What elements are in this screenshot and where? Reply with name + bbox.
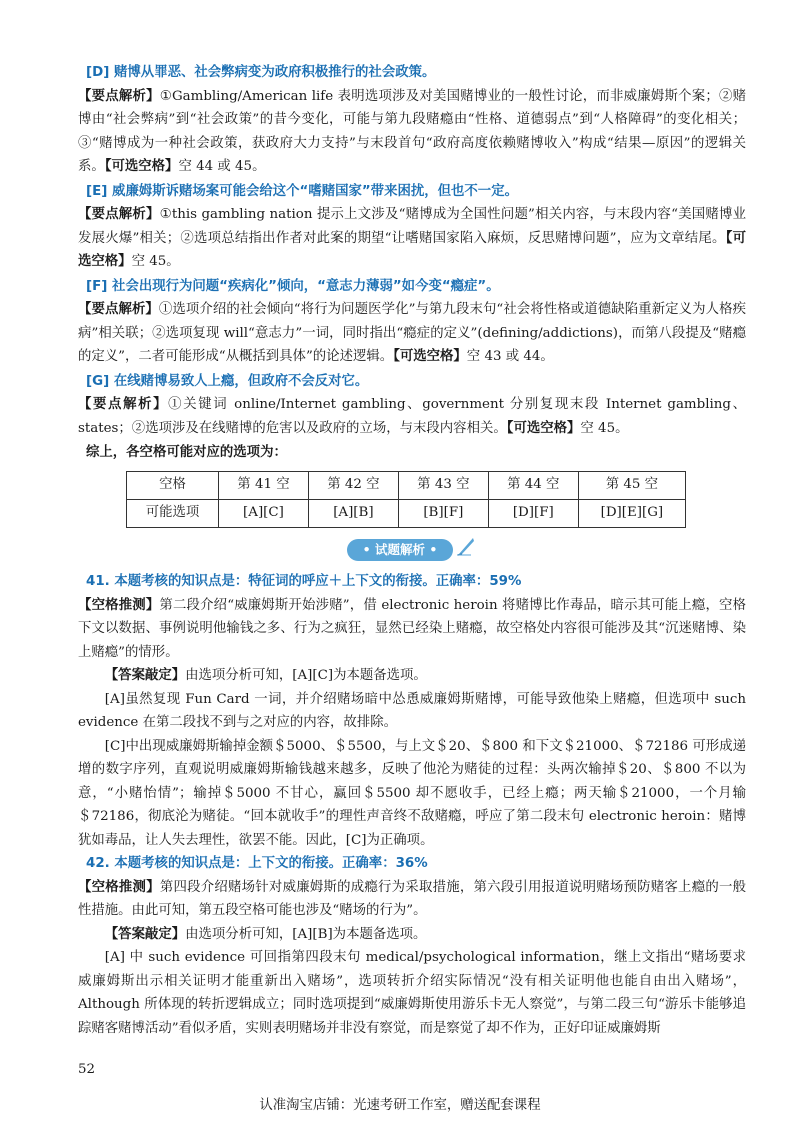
option-g-analysis [78,393,746,440]
q41-guess [78,594,746,665]
guess-label: 【空格推测】 [78,597,160,613]
fit-text: 空 45。 [580,420,629,436]
guess-text: 第二段介绍“威廉姆斯开始涉赌”，借 electronic heroin 将赌博比作毒品，暗示其可能上瘾，空格下文以数据、事例说明他输钱之多、行为之疯狂，显然已经染上赌瘾，故空格处内容很可能涉及其“沉迷赌博、染上赌瘾”的情形。 [78,597,746,660]
q41-confirm [78,664,746,688]
table-cell: 第 45 空 [578,471,685,499]
table-cell: 空格 [127,471,219,499]
option-f-title: [F] 社会出现行为问题“疾病化”倾向，“意志力薄弱”如今变“瘾症”。 [86,278,500,294]
page-number: 52 [78,1062,96,1077]
fit-label: 【可选空格】 [393,349,467,364]
quill-pen-icon [455,535,477,566]
analysis-label: 【要点解析】 [78,397,169,412]
confirm-label: 【答案敲定】 [104,668,186,683]
table-cell: 第 41 空 [219,471,309,499]
analysis-text: ①选项介绍的社会倾向“将行为问题医学化”与第九段末句“社会将性格或道德缺陷重新定义为人格疾病”相关联；②选项复现 will“意志力”一词，同时指出“瘾症的定义”(defining/addictions)，而第八段提及“赌瘾的定义”，二者可能形成“从概括到具体”的论述逻辑。 [78,302,747,364]
table-cell: [A][B] [308,499,398,527]
answer-table [126,471,686,528]
analysis-label: 【要点解析】 [78,207,160,222]
option-e-analysis [78,203,746,274]
q42-confirm [78,923,746,947]
table-cell: [A][C] [219,499,309,527]
analysis-text: ①关键词 online/Internet gambling、government 分别复现末段 Internet gambling、states；②选项涉及在线赌博的危害以及政府的立场，与末段内容相关。 [78,397,746,436]
option-f-analysis [78,298,746,369]
fit-label: 【可选空格】 [104,159,179,174]
confirm-label: 【答案敲定】 [104,926,186,942]
table-cell: [D][F] [488,499,578,527]
fit-text: 空 43 或 44。 [466,349,554,364]
fit-label: 【可选空格】 [78,230,746,269]
fit-text: 空 45。 [131,254,180,269]
option-d-title: [D] 赌博从罪恶、社会弊病变为政府积极推行的社会政策。 [86,65,436,80]
guess-text: 第四段介绍赌场针对威廉姆斯的成瘾行为采取措施，第六段引用报道说明赌场预防赌客上瘾的一般性措施。由此可知，第五段空格可能也涉及“赌场的行为”。 [78,879,746,918]
q41-option-c: [C]中出现威廉姆斯输掉金额＄5000、＄5500，与上文＄20、＄800 和下文＄21000、＄72186 可形成递增的数字序列，直观说明威廉姆斯输钱越来越多，反映了他沦为赌徒的过程：头两次输掉＄20、＄800 不以为意，“小赌怡情”；输掉＄5000 不甘心，赢回＄5500 却不愿收手，已经上瘾；两天输＄21000，一个月输＄72186，彻底沦为赌徒。“回本就收手”的理性声音终不敌赌瘾，呼应了第二段末句 electronic heroin：赌博犹如毒品，让人失去理性，欲罢不能。因此，[C]为正确项。 [78,738,746,848]
option-g-title: [G] 在线赌博易致人上瘾，但政府不会反对它。 [86,373,369,389]
q41-option-a: [A]虽然复现 Fun Card 一词，并介绍赌场暗中怂恿威廉姆斯赌博，可能导致他染上赌瘾，但选项中 such evidence 在第二段找不到与之对应的内容，故排除。 [78,691,746,730]
option-d-analysis [78,85,746,179]
fit-text: 空 44 或 45。 [178,159,266,174]
table-cell: 可能选项 [127,499,219,527]
table-cell: 第 44 空 [488,471,578,499]
section-banner-label: • 试题解析 • [347,539,454,561]
analysis-text: ①this gambling nation 提示上文涉及“赌博成为全国性问题”相关内容，与末段内容“美国赌博业发展火爆”相关；②选项总结指出作者对此案的期望“让嗜赌国家陷入麻烦，反思赌博问题”，应为文章结尾。 [78,207,747,246]
q42-option-a: [A] 中 such evidence 可回指第四段末句 medical/psychological information，继上文指出“赌场要求威廉姆斯出示相关证明才能重新出入赌场”，选项转折介绍实际情况“没有相关证明他也能自由出入赌场”，Although 所体现的转折逻辑成立；同时选项提到“威廉姆斯使用游乐卡无人察觉”，与第二段三句“游乐卡能够追踪赌客赌博活动”看似矛盾，实则表明赌场并非没有察觉，而是察觉了却不作为，正好印证威廉姆斯 [78,950,746,1036]
fit-label: 【可选空格】 [506,420,581,436]
analysis-text: ①Gambling/American life 表明选项涉及对美国赌博业的一般性讨论，而非威廉姆斯个案；②赌博由“社会弊病”到“社会政策”的昔今变化，可能与第九段赌瘾由“性格、道德弱点”到“人格障碍”的变化相关；③“赌博成为一种社会政策，获政府大力支持”与末段首句“政府高度依赖赌博收入”构成“结果—原因”的逻辑关系。 [78,88,746,174]
table-header-row [127,471,686,499]
guess-label: 【空格推测】 [78,879,160,895]
table-cell: 第 43 空 [398,471,488,499]
table-row [127,499,686,527]
section-banner [78,535,746,566]
table-cell: [B][F] [398,499,488,527]
option-e-title: [E] 威廉姆斯诉赌场案可能会给这个“嗜赌国家”带来困扰，但也不一定。 [86,183,518,199]
footer-note: 认准淘宝店铺：光速考研工作室，赠送配套课程 [259,1098,541,1113]
analysis-label: 【要点解析】 [78,302,159,317]
q42-guess [78,876,746,923]
q42-heading: 42. 本题考核的知识点是：上下文的衔接。正确率：36% [86,856,428,871]
q41-heading: 41. 本题考核的知识点是：特征词的呼应＋上下文的衔接。正确率：59% [86,574,522,589]
table-cell: [D][E][G] [578,499,685,527]
summary-line: 综上，各空格可能对应的选项为： [86,445,287,460]
confirm-text: 由选项分析可知，[A][C]为本题备选项。 [185,668,427,683]
page-body [78,60,746,1040]
analysis-label: 【要点解析】 [78,88,160,104]
confirm-text: 由选项分析可知，[A][B]为本题备选项。 [185,926,427,942]
table-cell: 第 42 空 [308,471,398,499]
